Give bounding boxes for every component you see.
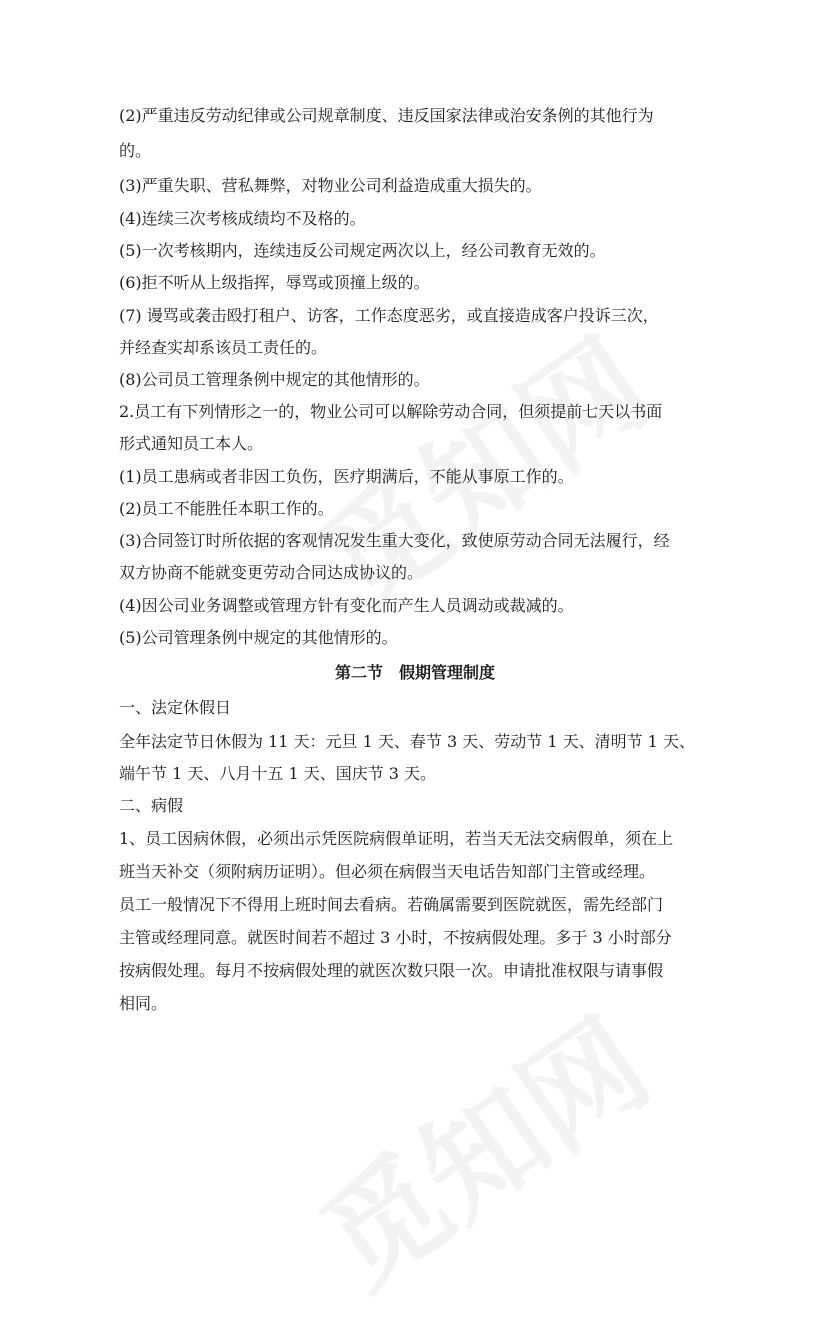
text-line: 2.员工有下列情形之一的，物业公司可以解除劳动合同，但须提前七天以书面 (119, 402, 663, 421)
text-line: 的。 (119, 141, 152, 160)
text-line: 一、法定休假日 (119, 698, 232, 717)
text-line: 主管或经理同意。就医时间若不超过 3 小时，不按病假处理。多于 3 小时部分 (119, 928, 672, 947)
text-line: (2)员工不能胜任本职工作的。 (119, 499, 334, 518)
text-line: (3)严重失职、营私舞弊，对物业公司利益造成重大损失的。 (119, 176, 542, 195)
text-line: 双方协商不能就变更劳动合同达成协议的。 (119, 563, 424, 582)
text-line: 班当天补交（须附病历证明）。但必须在病假当天电话告知部门主管或经理。 (119, 862, 656, 881)
text-line: 1、员工因病休假，必须出示凭医院病假单证明，若当天无法交病假单，须在上 (119, 829, 674, 848)
text-line: 全年法定节日休假为 11 天：元旦 1 天、春节 3 天、劳动节 1 天、清明节 1 天、 (119, 732, 695, 751)
text-line: 二、病假 (119, 796, 184, 815)
text-line: (6)拒不听从上级指挥，辱骂或顶撞上级的。 (119, 273, 430, 292)
text-line: 员工一般情况下不得用上班时间去看病。若确属需要到医院就医，需先经部门 (119, 895, 664, 914)
text-line: 相同。 (119, 994, 168, 1013)
text-line: (1)员工患病或者非因工负伤，医疗期满后，不能从事原工作的。 (119, 467, 574, 486)
text-line: (8)公司员工管理条例中规定的其他情形的。 (119, 370, 430, 389)
text-line: (7) 谩骂或袭击殴打租户、访客，工作态度恶劣，或直接造成客户投诉三次， (119, 306, 659, 325)
text-line: (2)严重违反劳动纪律或公司规章制度、违反国家法律或治安条例的其他行为 (119, 106, 654, 125)
text-line: (5)公司管理条例中规定的其他情形的。 (119, 628, 398, 647)
text-line: (3)合同签订时所依据的客观情况发生重大变化，致使原劳动合同无法履行，经 (119, 531, 670, 550)
text-line: 并经查实却系该员工责任的。 (119, 338, 328, 357)
text-line: 形式通知员工本人。 (119, 434, 264, 453)
section-heading: 第二节 假期管理制度 (334, 663, 495, 682)
text-line: (5)一次考核期内，连续违反公司规定两次以上，经公司教育无效的。 (119, 241, 606, 260)
text-line: (4)因公司业务调整或管理方针有变化而产生人员调动或裁减的。 (119, 596, 574, 615)
text-line: (4)连续三次考核成绩均不及格的。 (119, 209, 366, 228)
text-line: 按病假处理。每月不按病假处理的就医次数只限一次。申请批准权限与请事假 (119, 961, 664, 980)
text-line: 端午节 1 天、八月十五 1 天、国庆节 3 天。 (119, 764, 437, 783)
watermark (283, 972, 677, 1319)
